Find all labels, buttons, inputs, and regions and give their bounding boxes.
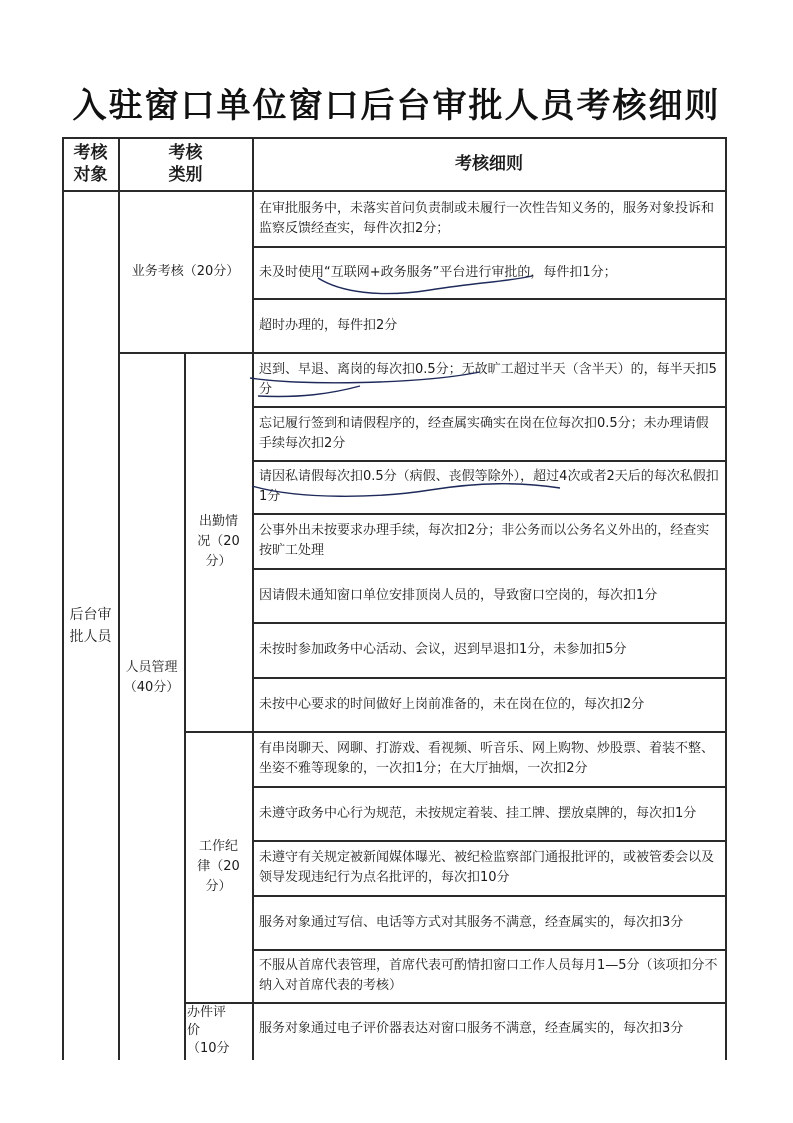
detail-text: 公事外出未按要求办理手续，每次扣2分；非公务而以公务名义外出的，经查实按旷工处理 bbox=[259, 523, 710, 558]
subcategory-attendance: 出勤情 况（20 分） bbox=[197, 514, 240, 569]
category-business: 业务考核（20分） bbox=[131, 263, 240, 279]
detail-text: 不服从首席代表管理，首席代表可酌情扣窗口工作人员每月1—5分（该项扣分不纳入对首席代表的考核） bbox=[259, 958, 718, 993]
detail-text: 未按时参加政务中心活动、会议，迟到早退扣1分，未参加扣5分 bbox=[259, 642, 627, 657]
header-assessment-category: 考核 类别 bbox=[168, 143, 203, 185]
page-title: 入驻窗口单位窗口后台审批人员考核细则 bbox=[72, 86, 721, 126]
subcategory-discipline: 工作纪 律（20 分） bbox=[197, 839, 240, 894]
header-assessment-detail: 考核细则 bbox=[455, 154, 523, 174]
detail-text: 超时办理的，每件扣2分 bbox=[259, 317, 398, 333]
detail-text: 未及时使用“互联网+政务服务”平台进行审批的，每件扣1分； bbox=[259, 264, 617, 280]
detail-text: 未遵守有关规定被新闻媒体曝光、被纪检监察部门通报批评的，或被管委会以及领导发现违纪行为点名批评的，每次扣10分 bbox=[259, 850, 715, 885]
detail-text: 服务对象通过电子评价器表达对窗口服务不满意，经查属实的，每次扣3分 bbox=[259, 1021, 684, 1036]
object-backend-approvers: 后台审 批人员 bbox=[69, 606, 112, 645]
category-personnel: 人员管理 （40分） bbox=[123, 660, 180, 695]
detail-text: 因请假未通知窗口单位安排顶岗人员的，导致窗口空岗的，每次扣1分 bbox=[259, 587, 658, 603]
header-assessment-object: 考核 对象 bbox=[73, 143, 108, 185]
detail-text: 忘记履行签到和请假程序的，经查属实确实在岗在位每次扣0.5分；未办理请假手续每次扣2分 bbox=[259, 415, 709, 451]
subcategory-evaluation: 办件评 价 （10分 bbox=[187, 1005, 230, 1056]
detail-text: 在审批服务中，未落实首问负责制或未履行一次性告知义务的，服务对象投诉和监察反馈经查实，每件次扣2分； bbox=[259, 200, 715, 236]
detail-text: 有串岗聊天、网聊、打游戏、看视频、听音乐、网上购物、炒股票、着装不整、坐姿不雅等现象的，一次扣1分；在大厅抽烟，一次扣2分 bbox=[259, 741, 715, 776]
pen-underline bbox=[318, 276, 532, 294]
pen-underline bbox=[250, 372, 480, 397]
detail-text: 未按中心要求的时间做好上岗前准备的，未在岗在位的，每次扣2分 bbox=[259, 696, 645, 712]
detail-text: 服务对象通过写信、电话等方式对其服务不满意，经查属实的，每次扣3分 bbox=[259, 914, 684, 930]
pen-underline bbox=[252, 484, 560, 497]
detail-text: 请因私请假每次扣0.5分（病假、丧假等除外），超过4次或者2天后的每次私假扣1分 bbox=[259, 469, 719, 504]
detail-text: 未遵守政务中心行为规范，未按规定着装、挂工牌、摆放桌牌的，每次扣1分 bbox=[259, 805, 697, 821]
detail-text: 迟到、早退、离岗的每次扣0.5分；无故旷工超过半天（含半天）的，每半天扣5分 bbox=[259, 361, 717, 397]
